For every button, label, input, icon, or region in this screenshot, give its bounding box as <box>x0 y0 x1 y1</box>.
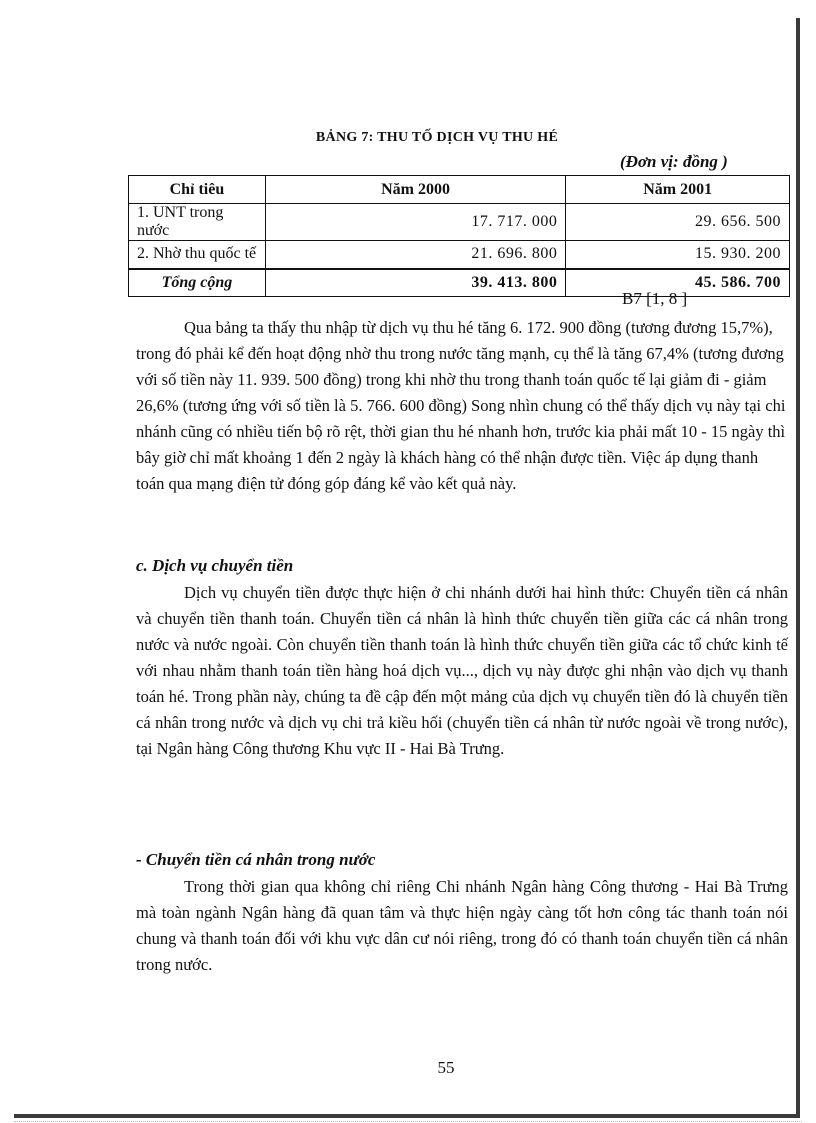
row-value-2001: 29. 656. 500 <box>566 204 790 241</box>
table-row <box>129 204 790 241</box>
row-value-2000: 21. 696. 800 <box>265 241 566 269</box>
table-total-row <box>129 269 790 297</box>
header-year-2001: Năm 2001 <box>566 176 790 204</box>
section-heading-money-transfer: c. Dịch vụ chuyển tiền <box>136 556 294 575</box>
header-year-2000: Năm 2000 <box>265 176 566 204</box>
table-unit: (Đơn vị: đồng ) <box>620 152 728 171</box>
total-label: Tổng cộng <box>129 269 266 297</box>
revenue-table <box>128 175 790 297</box>
table-row <box>129 241 790 269</box>
money-transfer-paragraph: Dịch vụ chuyển tiền được thực hiện ở chi nhánh dưới hai hình thức: Chuyển tiền cá nhân và chuyển tiền thanh toán. Chuyển tiền cá nhân là hình thức chuyển tiền giữa các cá nhân trong nước và nước ngoài. Còn chuyển tiền thanh toán là hình thức chuyển tiền giữa các tổ chức kinh tế với nhau nhằm thanh toán tiền hàng hoá dịch vụ..., dịch vụ này được ghi nhận vào dịch vụ thanh toán hé. Trong phần này, chúng ta đề cập đến một mảng của dịch vụ chuyển tiền đó là chuyển tiền cá nhân trong nước và dịch vụ chi trả kiều hối (chuyển tiền cá nhân từ nước ngoài về trong nước), tại Ngân hàng Công thương Khu vực II - Hai Bà Trưng. <box>136 583 788 758</box>
analysis-paragraph: Qua bảng ta thấy thu nhập từ dịch vụ thu hé tăng 6. 172. 900 đồng (tương đương 15,7%), trong đó phải kể đến hoạt động nhờ thu trong nước tăng mạnh, cụ thể là tăng 67,4% (tương đương với số tiền này 11. 939. 500 đồng) trong khi nhờ thu trong thanh toán quốc tế lại giảm đi - giảm 26,6% (tương ứng với số tiền là 5. 766. 600 đồng) Song nhìn chung có thể thấy dịch vụ này tại chi nhánh cũng có nhiều tiến bộ rõ rệt, thời gian thu hé nhanh hơn, trước kia phải mất 10 - 15 ngày thì bây giờ chỉ mất khoảng 1 đến 2 ngày là khách hàng có thể nhận được tiền. Việc áp dụng thanh toán qua mạng điện tử đóng góp đáng kể vào kết quả này. <box>136 318 786 493</box>
table-title: BẢNG 7: THU TỐ DỊCH VỤ THU HÉ <box>315 130 559 145</box>
table-header-row <box>129 176 790 204</box>
total-value-2000: 39. 413. 800 <box>265 269 566 297</box>
header-indicator: Chỉ tiêu <box>129 176 266 204</box>
table-source: B7 [1, 8 ] <box>622 289 688 308</box>
row-label: 1. UNT trong nước <box>129 204 266 241</box>
page-number: 55 <box>437 1058 455 1077</box>
page-bottom-dotted-line <box>14 1121 802 1122</box>
subsection-heading-domestic-transfer: - Chuyển tiền cá nhân trong nước <box>136 850 376 869</box>
row-label: 2. Nhờ thu quốc tế <box>129 241 266 269</box>
row-value-2000: 17. 717. 000 <box>265 204 566 241</box>
total-value-2001: 45. 586. 700 <box>566 269 790 297</box>
domestic-transfer-paragraph: Trong thời gian qua không chỉ riêng Chi nhánh Ngân hàng Công thương - Hai Bà Trưng mà toàn ngành Ngân hàng đã quan tâm và thực hiện ngày càng tốt hơn công tác thanh toán nói chung và thanh toán đối với khu vực dân cư nói riêng, trong đó có thanh toán chuyển tiền cá nhân trong nước. <box>136 877 788 974</box>
row-value-2001: 15. 930. 200 <box>566 241 790 269</box>
